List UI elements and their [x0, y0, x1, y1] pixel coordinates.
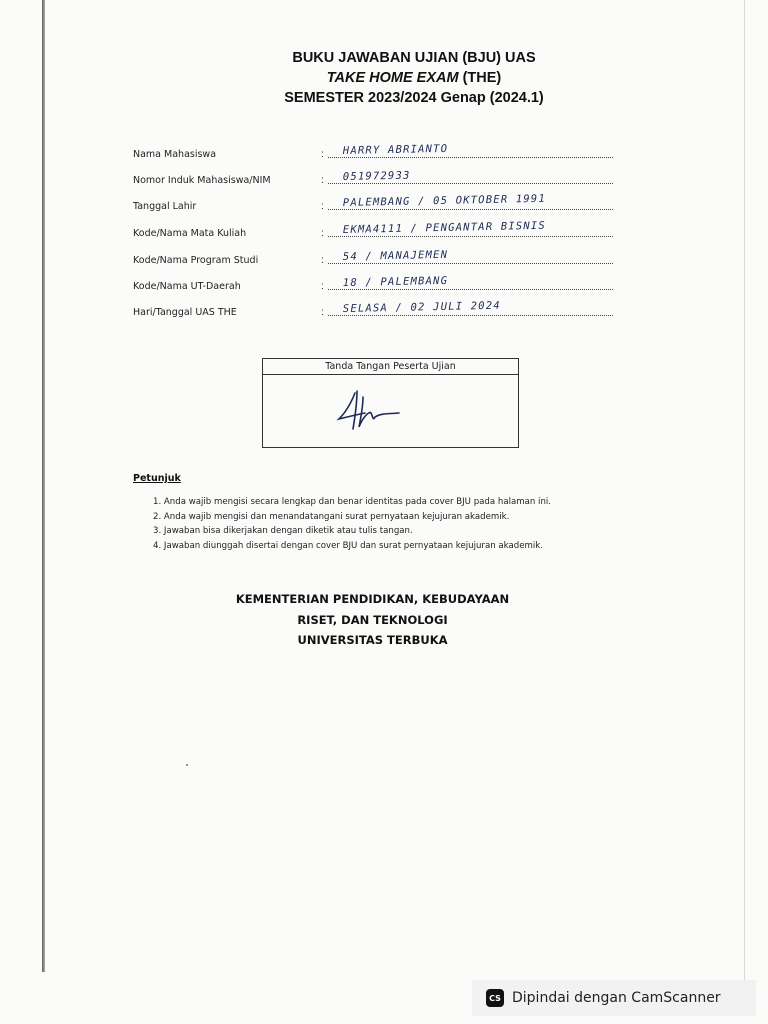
field-label: Kode/Nama UT-Daerah [133, 281, 241, 292]
form-row-tanggal-lahir [133, 192, 613, 212]
signature-box [262, 358, 519, 448]
doc-title-italic: TAKE HOME EXAM [326, 70, 459, 86]
field-label: Tanggal Lahir [133, 201, 197, 212]
field-colon: : [321, 201, 324, 212]
camscanner-text: Dipindai dengan CamScanner [512, 990, 721, 1006]
field-colon: : [321, 175, 324, 186]
field-colon: : [321, 228, 324, 239]
signature-title: Tanda Tangan Peserta Ujian [263, 359, 518, 375]
form-row-mata-kuliah [133, 219, 613, 239]
form-row-ut-daerah [133, 272, 613, 292]
field-colon: : [321, 281, 324, 292]
instructions-heading: Petunjuk [133, 473, 181, 484]
ministry-line-3: UNIVERSITAS TERBUKA [297, 633, 448, 647]
handwritten-value: PALEMBANG / 05 OKTOBER 1991 [342, 192, 547, 209]
camscanner-icon: CS [486, 989, 504, 1007]
field-label: Kode/Nama Mata Kuliah [133, 228, 247, 239]
ministry-line-1: KEMENTERIAN PENDIDIKAN, KEBUDAYAAN [235, 592, 510, 606]
field-label: Kode/Nama Program Studi [133, 255, 259, 266]
doc-title-suffix: (THE) [458, 70, 502, 86]
field-colon: : [321, 255, 324, 266]
dotted-line [328, 183, 613, 184]
instruction-item: 4. Jawaban diunggah disertai dengan cover BJU dan surat pernyataan kejujuran akademik. [153, 540, 543, 551]
handwritten-value: EKMA4111 / PENGANTAR BISNIS [342, 219, 547, 236]
form-row-tanggal-uas [133, 298, 613, 318]
scan-speck [186, 764, 188, 766]
field-label: Nomor Induk Mahasiswa/NIM [133, 175, 271, 186]
dotted-line [328, 209, 613, 210]
instruction-item: 1. Anda wajib mengisi secara lengkap dan benar identitas pada cover BJU pada halaman ini. [153, 497, 552, 507]
handwritten-value: 54 / MANAJEMEN [342, 248, 449, 263]
page-edge [744, 0, 745, 1000]
field-colon: : [321, 149, 324, 160]
doc-title-line-2 [0, 70, 768, 86]
ministry-line-2: RISET, DAN TEKNOLOGI [297, 613, 448, 627]
field-label: Hari/Tanggal UAS THE [133, 307, 237, 318]
dotted-line [328, 236, 613, 237]
dotted-line [328, 289, 613, 290]
handwritten-value: 18 / PALEMBANG [342, 274, 449, 289]
form-row-nama [133, 140, 613, 160]
dotted-line [328, 315, 613, 316]
form-row-program-studi [133, 246, 613, 266]
dotted-line [328, 263, 613, 264]
handwritten-value: SELASA / 02 JULI 2024 [342, 299, 501, 315]
scan-edge-shadow [42, 0, 45, 972]
instructions-list [153, 497, 551, 555]
field-label: Nama Mahasiswa [133, 149, 217, 160]
handwritten-value: HARRY ABRIANTO [342, 142, 449, 157]
instruction-item: 3. Jawaban bisa dikerjakan dengan diketik atau tulis tangan. [153, 526, 413, 536]
instruction-item: 2. Anda wajib mengisi dan menandatangani surat pernyataan kejujuran akademik. [153, 511, 510, 522]
camscanner-watermark [472, 980, 756, 1016]
form-row-nim [133, 166, 613, 186]
doc-title-line-1: BUKU JAWABAN UJIAN (BJU) UAS [292, 50, 536, 66]
signature-mark [333, 387, 413, 437]
dotted-line [328, 157, 613, 158]
field-colon: : [321, 307, 324, 318]
handwritten-value: 051972933 [342, 169, 411, 183]
doc-title-line-3: SEMESTER 2023/2024 Genap (2024.1) [284, 90, 544, 106]
